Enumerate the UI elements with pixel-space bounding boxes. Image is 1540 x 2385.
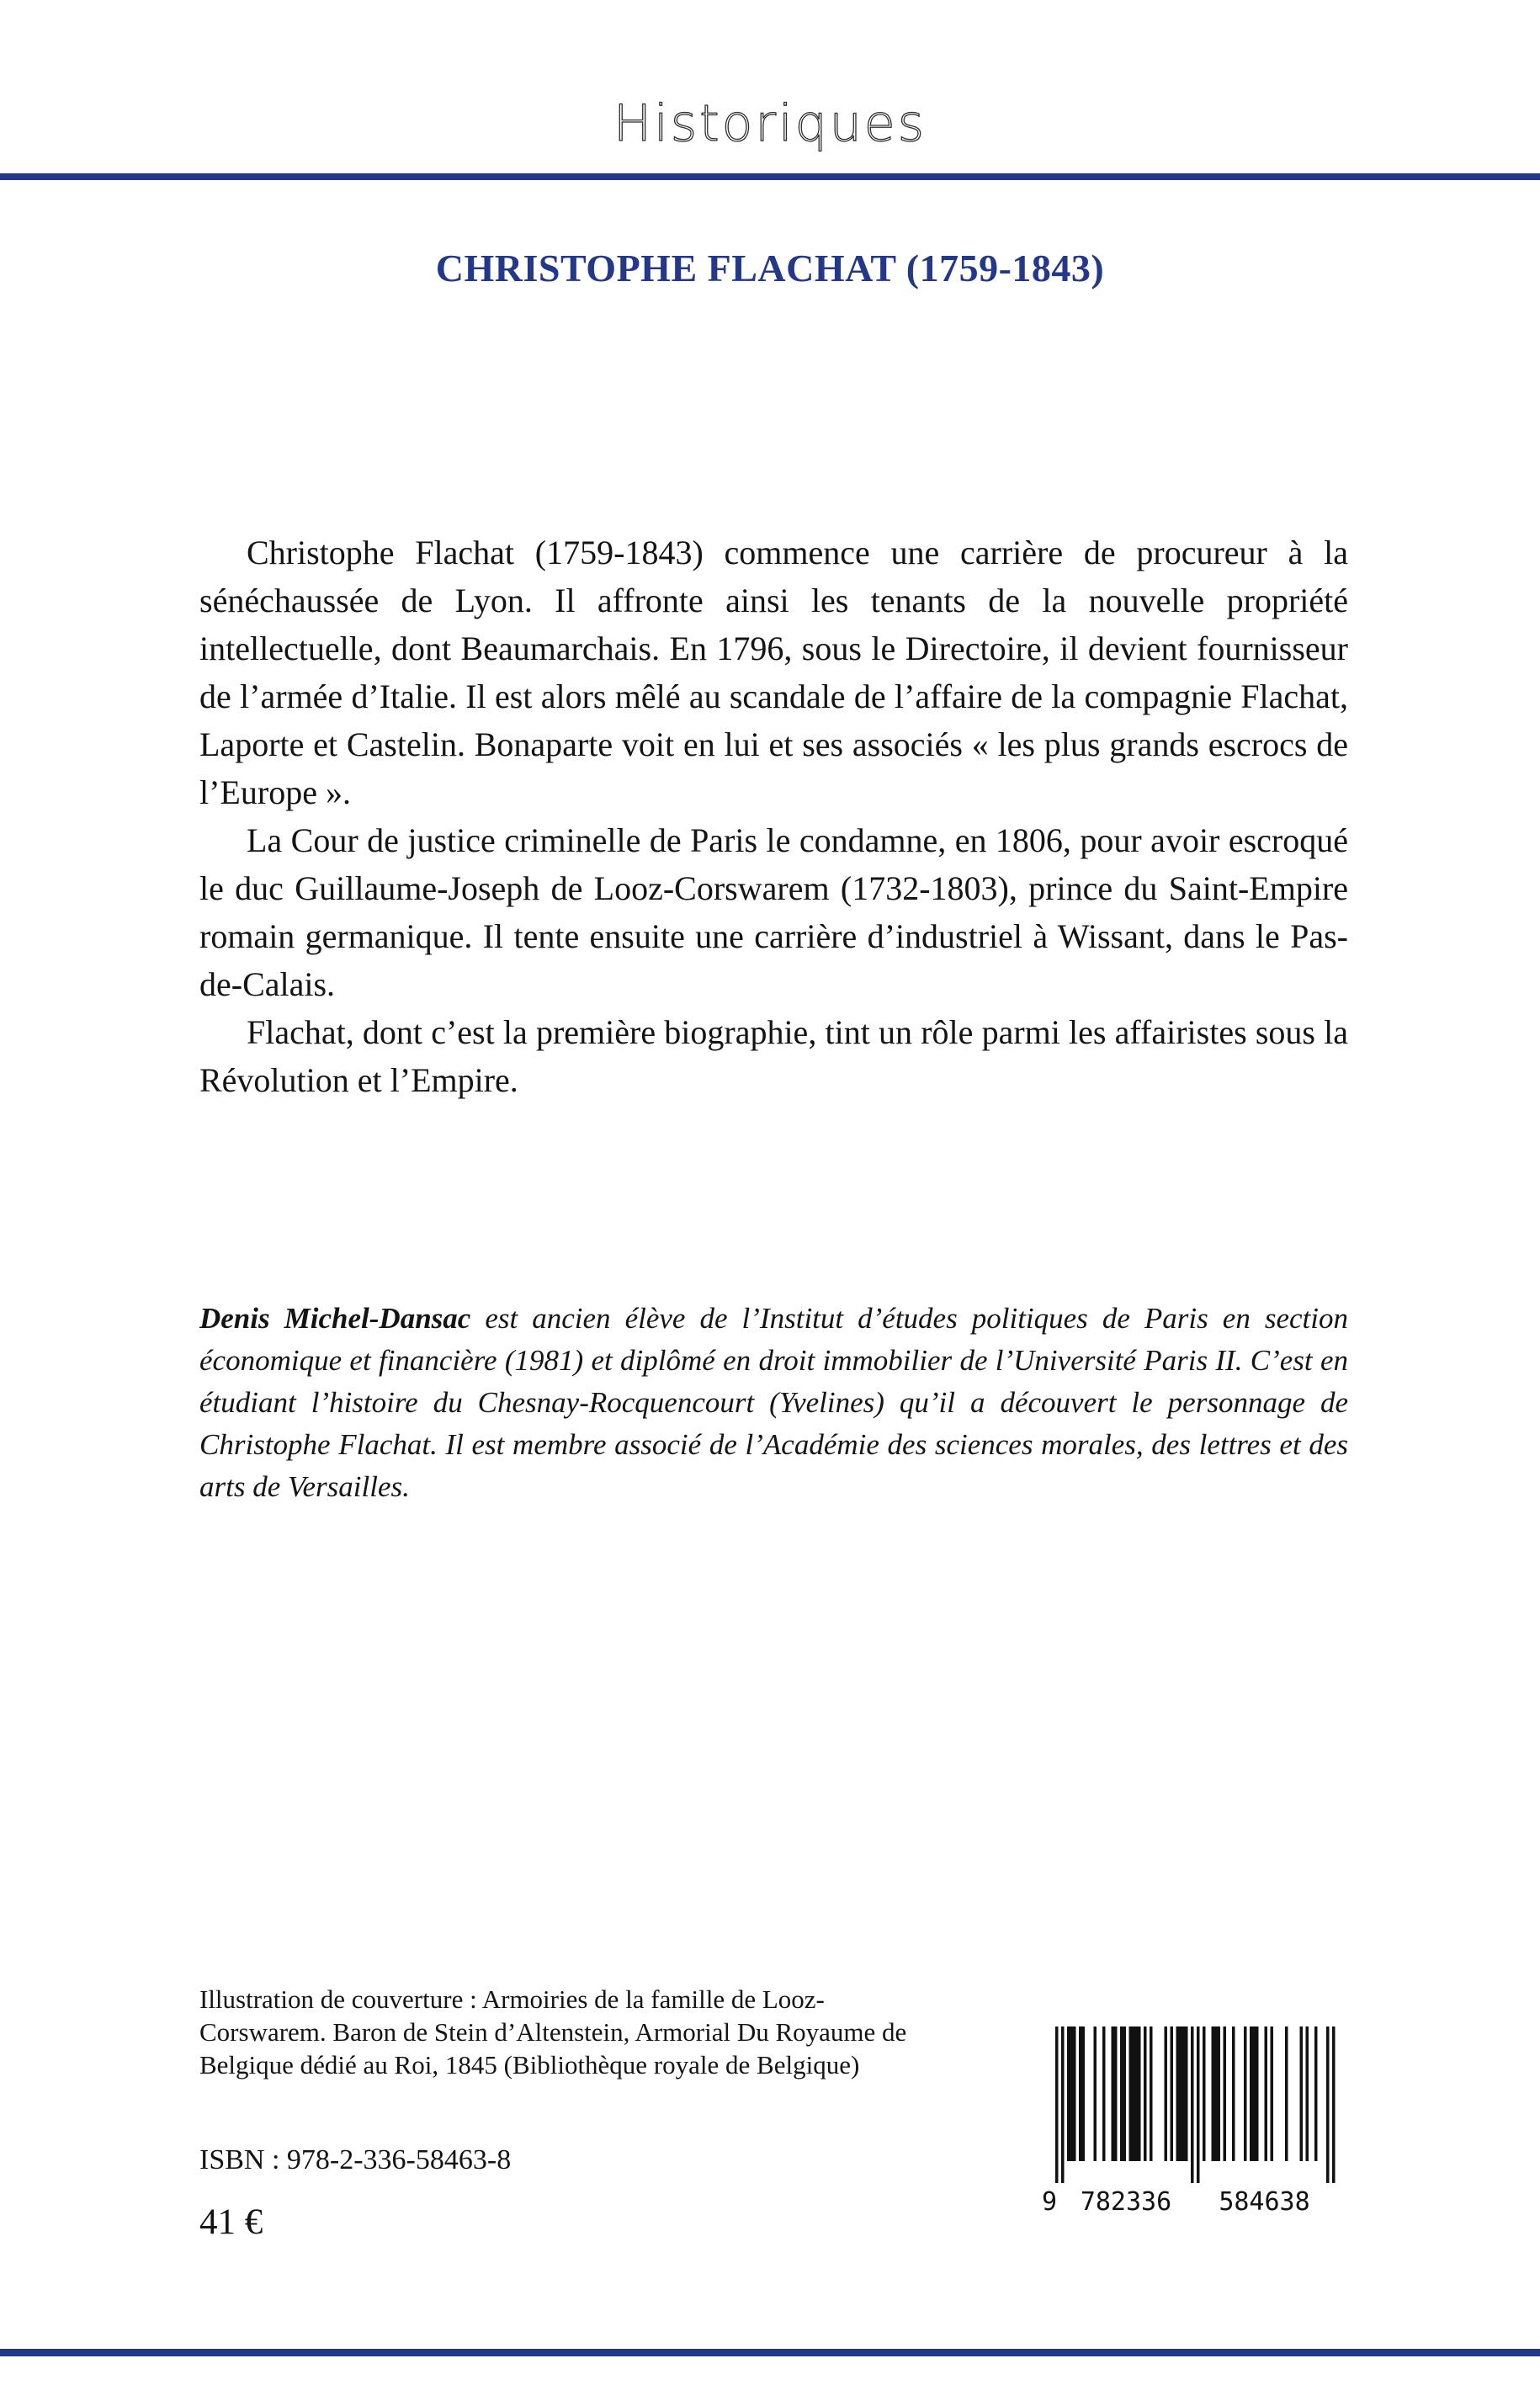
author-bio-text: est ancien élève de l’Institut d’études politiques de Paris en section économique et financière (1981) et diplômé en droit immobilier de l’Université Paris II. C’est en étudiant l’histoire du Chesnay-Rocquencourt (Yvelines) qu’il a découvert le personnage de Christophe Flachat. Il est membre associé de l’Académie des sciences morales, des lettres et des arts de Versailles.: [199, 1302, 1348, 1503]
price: 41 €: [199, 2202, 263, 2242]
bottom-divider: [0, 2349, 1540, 2356]
book-title: CHRISTOPHE FLACHAT (1759-1843): [435, 247, 1105, 289]
cover-illustration-credit: Illustration de couverture : Armoiries de la famille de Looz-Corswarem. Baron de Stein d’Altenstein, Armorial Du Royaume de Belgique dédié au Roi, 1845 (Bibliothèque royale de Belgique): [199, 1984, 907, 2080]
synopsis: [199, 529, 1348, 1104]
isbn: ISBN : 978-2-336-58463-8: [199, 2144, 512, 2175]
barcode-digits-left: 782336: [1080, 2187, 1172, 2217]
ean13-barcode: [1042, 2026, 1350, 2217]
barcode-digits-right: 584638: [1219, 2187, 1310, 2217]
author-bio-paragraph: [199, 1298, 1348, 1508]
barcode-digit-first: 9: [1042, 2187, 1058, 2217]
barcode-svg: [1042, 2026, 1350, 2217]
synopsis-paragraph: La Cour de justice criminelle de Paris le condamne, en 1806, pour avoir escroqué le duc Guillaume-Joseph de Looz-Corswarem (1732-1803), prince du Saint-Empire romain germanique. Il tente ensuite une carrière d’industriel à Wissant, dans le Pas-de-Calais.: [199, 821, 1348, 1003]
top-divider: [0, 173, 1540, 180]
author-name: Denis Michel-Dansac: [199, 1302, 471, 1335]
author-bio: [199, 1298, 1348, 1508]
synopsis-paragraph: Christophe Flachat (1759-1843) commence une carrière de procureur à la sénéchaussée de Lyon. Il affronte ainsi les tenants de la nouvelle propriété intellectuelle, dont Beaumarchais. En 1796, sous le Directoire, il devient fournisseur de l’armée d’Italie. Il est alors mêlé au scandale de l’affaire de la compagnie Flachat, Laporte et Castelin. Bonaparte voit en lui et ses associés « les plus grands escrocs de l’Europe ».: [199, 534, 1348, 811]
synopsis-paragraph: Flachat, dont c’est la première biographie, tint un rôle parmi les affairistes sous la Révolution et l’Empire.: [199, 1013, 1348, 1099]
collection-logo: Historiques: [613, 94, 927, 153]
